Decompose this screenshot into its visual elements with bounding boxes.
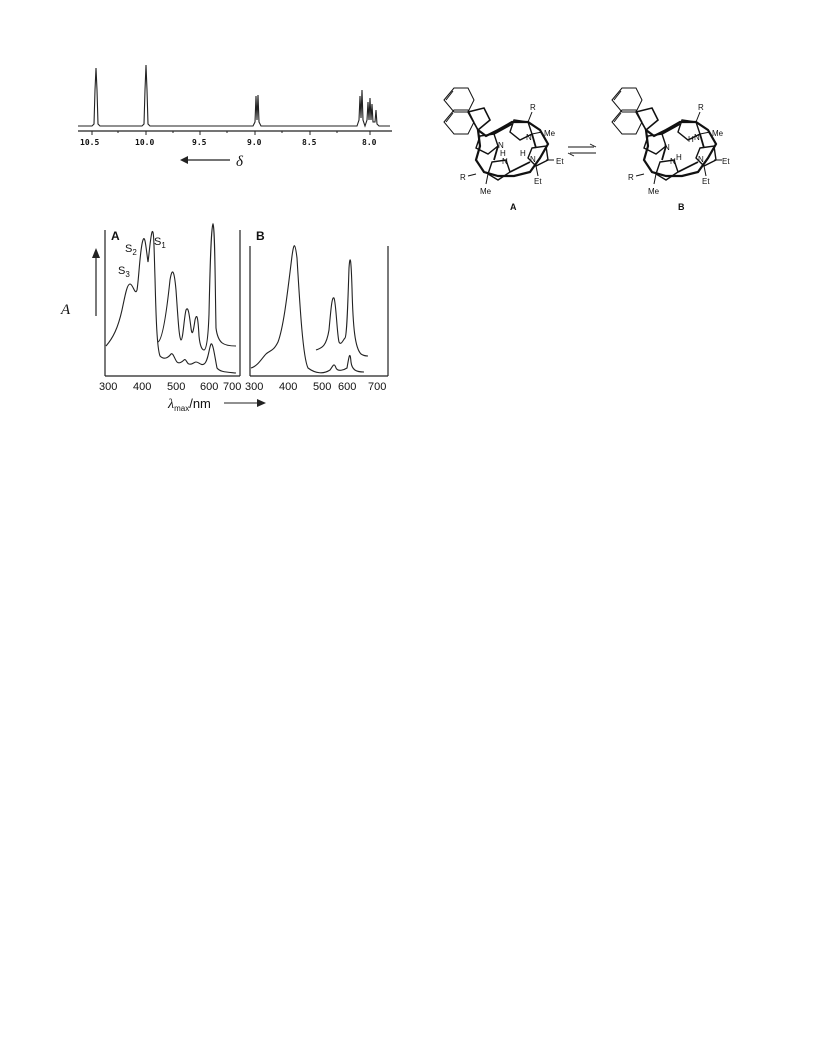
atom-label: Et: [556, 157, 564, 166]
x-axis-label: $\lambda_{max}/nm$: [168, 396, 211, 413]
atom-label: Me: [648, 187, 660, 196]
tick-label: 300: [99, 381, 118, 393]
nmr-spectrum-svg: [70, 60, 400, 180]
tick-label: 600: [200, 381, 219, 393]
panel-a-ticks: [99, 381, 241, 393]
nmr-ticks: [92, 131, 370, 135]
panel-b-label: B: [256, 229, 265, 243]
nmr-tick-label: 10.0: [135, 138, 155, 147]
atom-label: Et: [702, 177, 710, 186]
nmr-tick-label: 8.0: [362, 138, 377, 147]
x-axis-arrow-head: [257, 399, 266, 407]
atom-label: R: [530, 103, 536, 112]
nmr-spectrum: [70, 60, 400, 180]
atom-label: N: [670, 157, 676, 166]
tick-label: 300: [245, 381, 264, 393]
tick-label: 600: [338, 381, 357, 393]
nmr-tick-labels: [80, 138, 377, 147]
nmr-tick-label: 8.5: [302, 138, 317, 147]
tautomer-a-label: A: [510, 202, 517, 212]
scheme-svg: [436, 80, 766, 220]
panel-a: [99, 224, 241, 393]
atom-label: N: [526, 133, 532, 142]
panel-b: [245, 229, 388, 393]
nmr-tick-label: 10.5: [80, 138, 100, 147]
nmr-tick-label: 9.5: [192, 138, 207, 147]
atom-label: N: [694, 133, 700, 142]
atom-label: H: [500, 149, 506, 158]
atom-label: Me: [712, 129, 724, 138]
y-axis-arrow-head: [92, 248, 100, 258]
tautomer-b-label: B: [678, 202, 685, 212]
nmr-trace: [78, 65, 390, 126]
atom-label: Et: [722, 157, 730, 166]
atom-label: Me: [480, 187, 492, 196]
nmr-tick-label: 9.0: [247, 138, 262, 147]
atom-label: Et: [534, 177, 542, 186]
panel-b-expanded-trace: [316, 260, 368, 356]
atom-label: H: [676, 153, 682, 162]
equilibrium-arrows: [568, 144, 596, 156]
tautomer-b-structure: [612, 88, 730, 212]
y-axis-symbol: A: [61, 302, 71, 318]
atom-label: H: [688, 135, 694, 144]
atom-label: N: [498, 141, 504, 150]
uvvis-spectra: [58, 218, 398, 414]
atom-label: N: [502, 157, 508, 166]
atom-label: R: [628, 173, 634, 182]
panel-a-expanded-trace: [158, 224, 236, 350]
tick-label: 500: [313, 381, 332, 393]
band-label-s1: $S_1$: [154, 236, 166, 250]
tick-label: 400: [133, 381, 152, 393]
atom-label: N: [664, 143, 670, 152]
panel-a-label: A: [111, 229, 120, 243]
band-label-s3: $S_3$: [118, 265, 130, 279]
tick-label: 400: [279, 381, 298, 393]
atom-label: N: [698, 155, 704, 164]
atom-label: R: [698, 103, 704, 112]
nmr-delta-symbol: δ: [236, 154, 243, 170]
tautomer-scheme: [436, 80, 766, 220]
uvvis-svg: [58, 218, 398, 414]
atom-label: R: [460, 173, 466, 182]
atom-label: Me: [544, 129, 556, 138]
tick-label: 500: [167, 381, 186, 393]
panel-b-ticks: [245, 381, 386, 393]
atom-label: N: [530, 155, 536, 164]
tick-label: 700: [223, 381, 242, 393]
band-label-s2: $S_2$: [125, 243, 137, 257]
tick-label: 700: [368, 381, 387, 393]
atom-label: H: [520, 149, 526, 158]
tautomer-a-structure: [444, 88, 564, 212]
nmr-arrow-head: [180, 156, 188, 164]
